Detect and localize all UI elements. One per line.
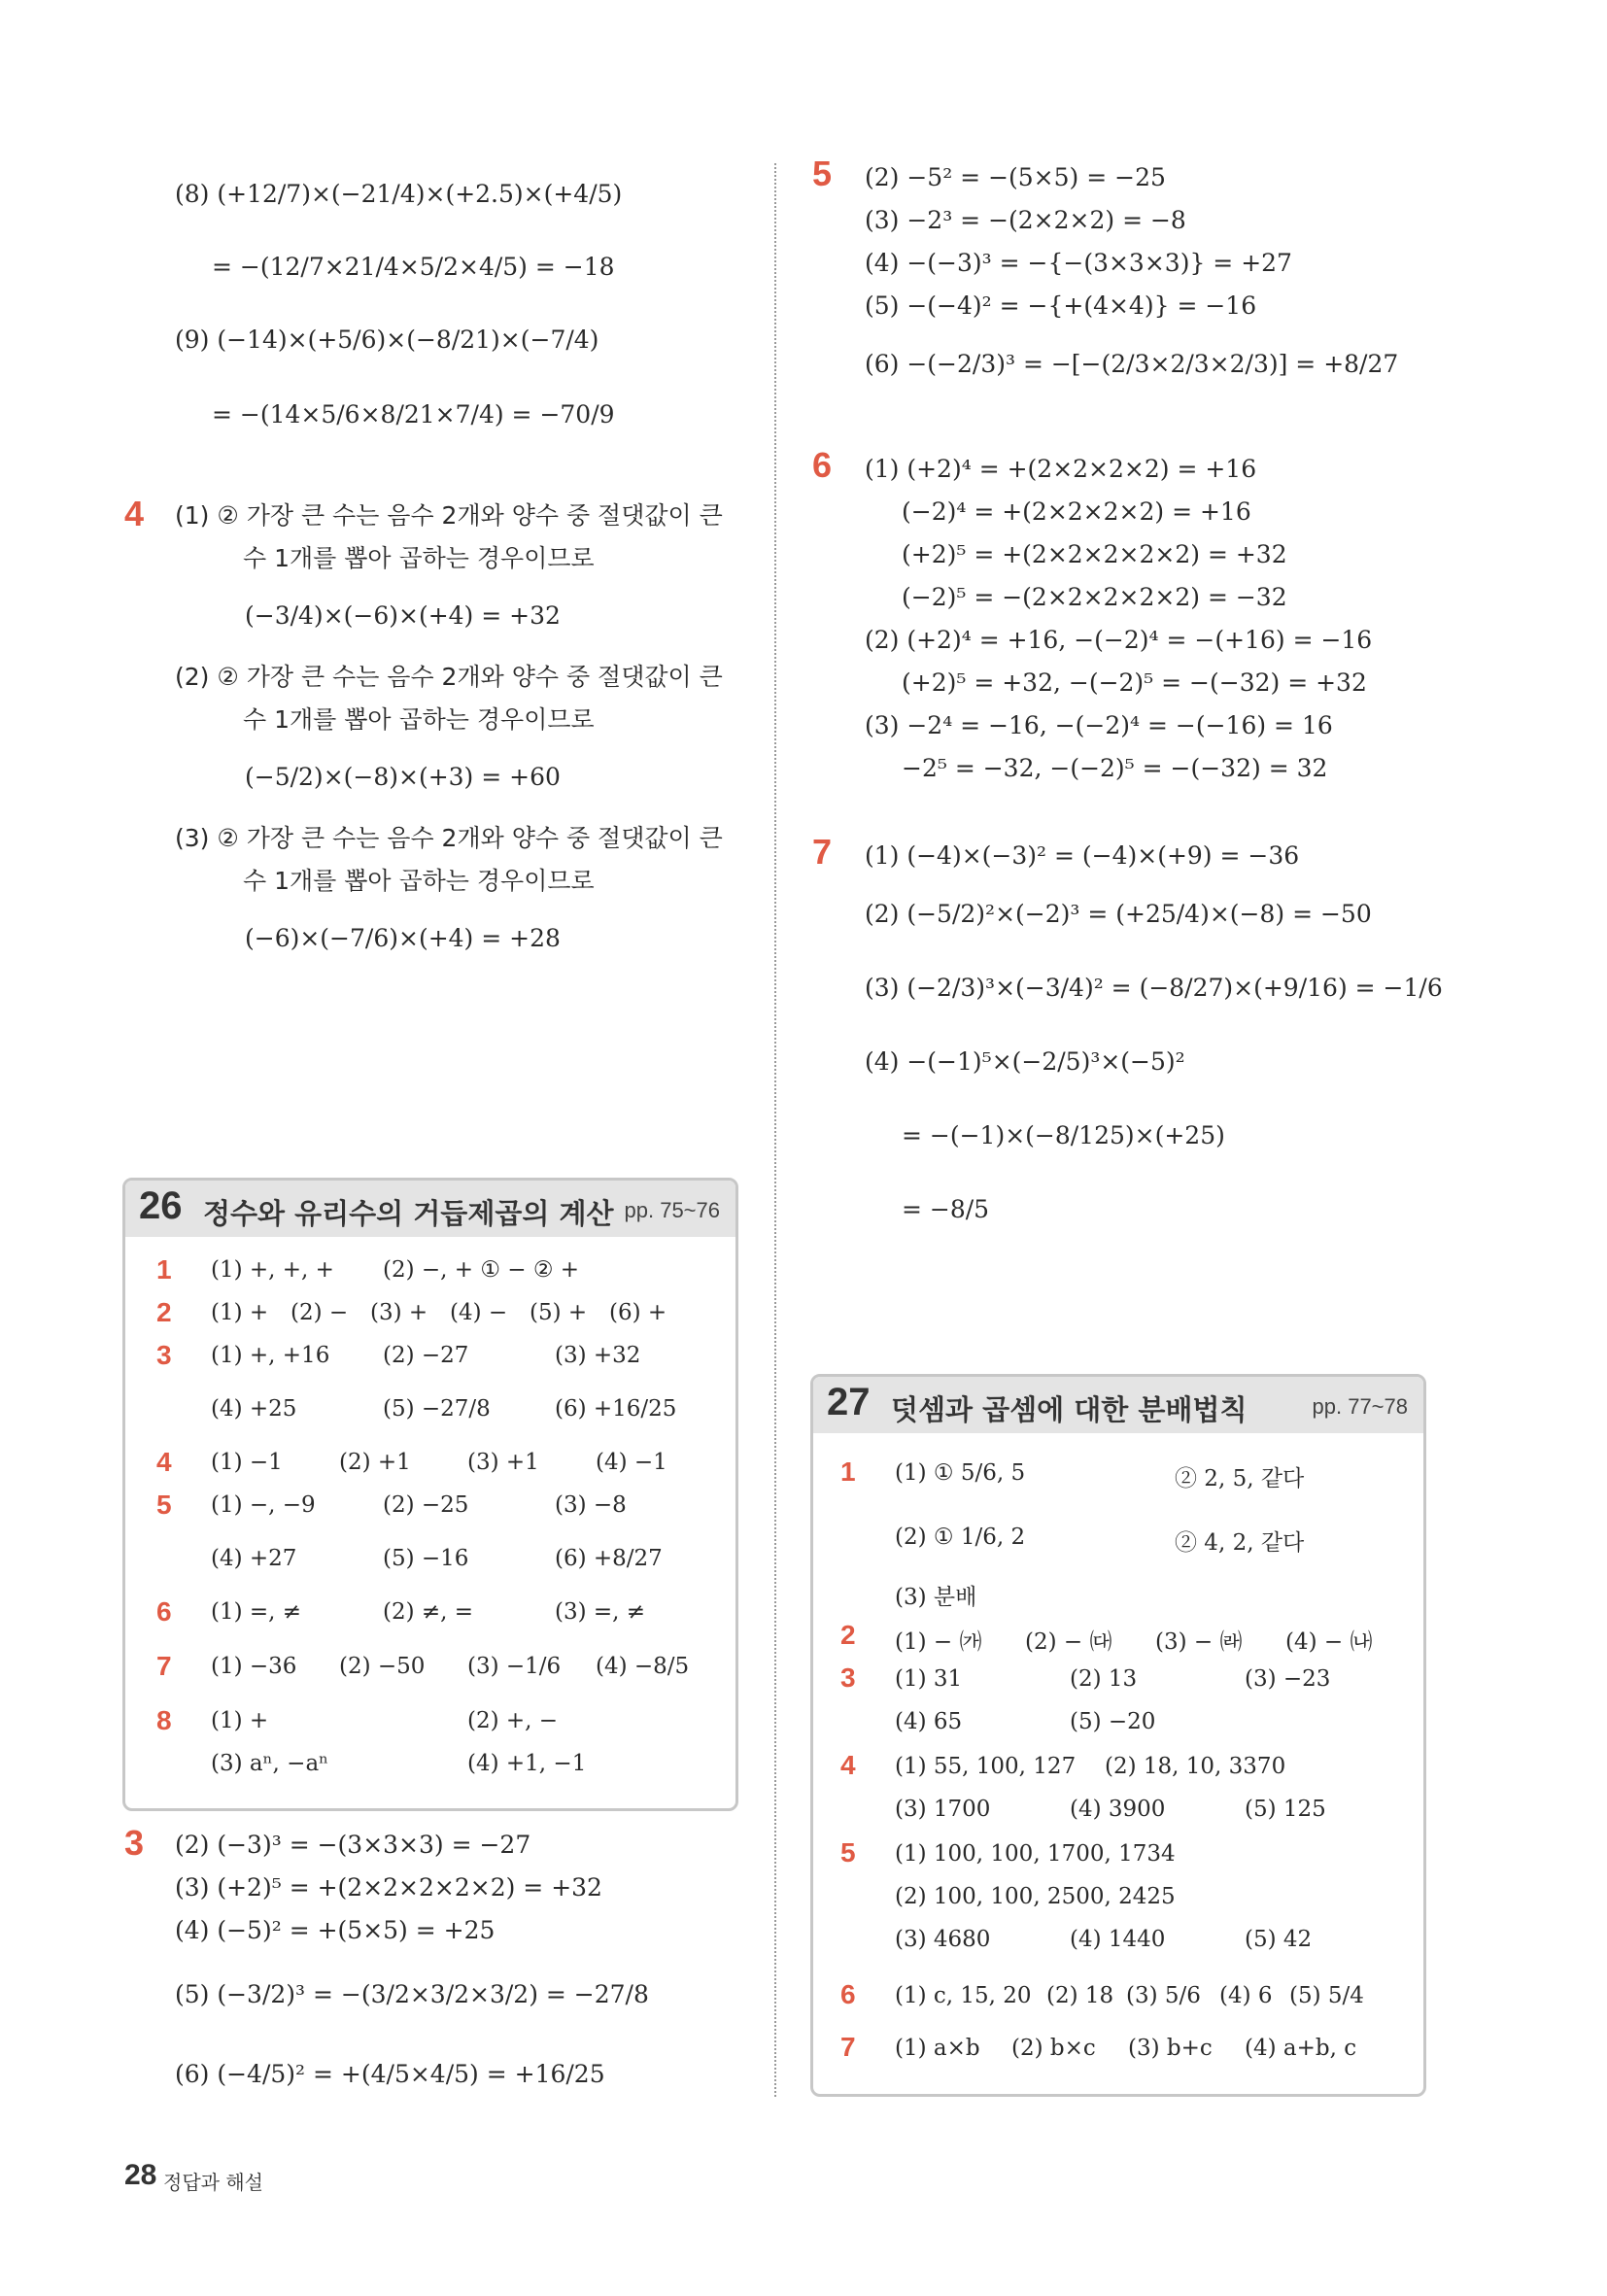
answer-item: (3) −1/6 [467, 1654, 562, 1679]
problem-number: 7 [812, 832, 833, 872]
column-divider [774, 163, 776, 2097]
answer-item: (3) − ㈑ [1155, 1629, 1243, 1655]
row-number: 5 [840, 1837, 856, 1868]
answer-item: (1) + [211, 1300, 269, 1325]
answer-line: (1) (−4)×(−3)² = (−4)×(+9) = −36 [865, 841, 1300, 870]
answer-line: (3) ② 가장 큰 수는 음수 2개와 양수 중 절댓값이 큰 [175, 824, 723, 852]
answer-item: (6) +16/25 [555, 1396, 677, 1422]
section-title: 정수와 유리수의 거듭제곱의 계산 [203, 1197, 614, 1230]
answer-item: (5) −20 [1070, 1709, 1156, 1734]
section-box-27 [810, 1374, 1426, 2097]
row-number: 5 [156, 1490, 172, 1520]
answer-item: (4) − ㈏ [1285, 1629, 1373, 1655]
answer-item: (5) −27/8 [383, 1396, 491, 1422]
answer-line: (6) (−4/5)² = +(4/5×4/5) = +16/25 [175, 2060, 605, 2088]
answer-item: (1) =, ≠ [211, 1599, 302, 1625]
answer-line: = −(−1)×(−8/125)×(+25) [902, 1121, 1225, 1149]
section-title: 덧셈과 곱셈에 대한 분배법칙 [891, 1393, 1248, 1426]
answer-item: (4) +25 [211, 1396, 297, 1422]
answer-item: (3) 1700 [895, 1797, 991, 1822]
answer-line: −2⁵ = −32, −(−2)⁵ = −(−32) = 32 [902, 754, 1328, 782]
answer-item: (5) 125 [1245, 1797, 1326, 1822]
section-number: 27 [827, 1381, 871, 1423]
answer-item: (1) c, 15, 20 [895, 1983, 1032, 2008]
answer-line: (+2)⁵ = +32, −(−2)⁵ = −(−32) = +32 [902, 668, 1367, 697]
answer-item: (1) +, +16 [211, 1343, 330, 1368]
answer-item: (1) −, −9 [211, 1492, 316, 1518]
answer-item: (4) a+b, c [1245, 2036, 1357, 2061]
answer-item: (3) b+c [1128, 2036, 1213, 2061]
row-number: 3 [156, 1340, 172, 1370]
row-number: 3 [840, 1662, 856, 1693]
row-number: 7 [156, 1651, 172, 1681]
answer-item: (1) −1 [211, 1450, 283, 1475]
answer-line: 수 1개를 뽑아 곱하는 경우이므로 [243, 544, 595, 572]
answer-item: (2) −, + ① − ② + [383, 1257, 580, 1283]
answer-item: (3) aⁿ, −aⁿ [211, 1751, 329, 1776]
answer-item: (2) −25 [383, 1492, 469, 1518]
problem-number: 4 [124, 494, 145, 533]
answer-item: (3) 5/6 [1126, 1983, 1201, 2008]
answer-item: (4) − [450, 1300, 508, 1325]
answer-item: (1) 31 [895, 1666, 963, 1692]
answer-item: (2) ① 1/6, 2 [895, 1525, 1026, 1550]
problem-number: 5 [812, 154, 833, 193]
row-number: 4 [840, 1750, 856, 1780]
answer-line: (2) (+2)⁴ = +16, −(−2)⁴ = −(+16) = −16 [865, 626, 1373, 654]
answer-item: (4) −1 [596, 1450, 667, 1475]
answer-line: (5) −(−4)² = −{+(4×4)} = −16 [865, 291, 1257, 320]
answer-item: (6) + [609, 1300, 667, 1325]
answer-line: (2) (−3)³ = −(3×3×3) = −27 [175, 1831, 531, 1859]
answer-item: (2) − [291, 1300, 349, 1325]
answer-item: (2) −27 [383, 1343, 469, 1368]
answer-line: (1) (+2)⁴ = +(2×2×2×2) = +16 [865, 455, 1257, 483]
answer-item: (2) −50 [339, 1654, 426, 1679]
answer-item: (2) ≠, = [383, 1599, 474, 1625]
answer-line: (4) −(−3)³ = −{−(3×3×3)} = +27 [865, 249, 1292, 277]
section-pages: pp. 77~78 [1312, 1394, 1408, 1419]
answer-item: (4) +27 [211, 1546, 297, 1571]
row-number: 1 [840, 1456, 856, 1487]
answer-item: (4) 1440 [1070, 1927, 1166, 1952]
answer-item: (1) −36 [211, 1654, 297, 1679]
answer-item: (1) + [211, 1708, 269, 1733]
section-header [813, 1377, 1423, 1433]
row-number: 6 [156, 1596, 172, 1627]
answer-item: (6) +8/27 [555, 1546, 663, 1571]
answer-item: ② 2, 5, 같다 [1175, 1466, 1305, 1491]
answer-item: (3) +1 [467, 1450, 539, 1475]
answer-line: (−6)×(−7/6)×(+4) = +28 [245, 924, 561, 952]
answer-item: (5) 5/4 [1289, 1983, 1364, 2008]
answer-item: (3) 4680 [895, 1927, 991, 1952]
answer-item: (2) b×c [1011, 2036, 1096, 2061]
answer-line: = −(14×5/6×8/21×7/4) = −70/9 [212, 400, 615, 428]
section-box-26 [122, 1178, 738, 1811]
answer-item: (1) 55, 100, 127 [895, 1754, 1077, 1779]
row-number: 4 [156, 1447, 172, 1477]
answer-item: (4) 6 [1219, 1983, 1273, 2008]
answer-item: (1) 100, 100, 1700, 1734 [895, 1841, 1176, 1867]
answer-line: (1) ② 가장 큰 수는 음수 2개와 양수 중 절댓값이 큰 [175, 501, 723, 530]
footer-label: 정답과 해설 [163, 2171, 263, 2194]
answer-item: (5) −16 [383, 1546, 469, 1571]
answer-line: (4) (−5)² = +(5×5) = +25 [175, 1916, 496, 1944]
answer-line: (8) (+12/7)×(−21/4)×(+2.5)×(+4/5) [175, 180, 623, 208]
answer-line: (3) (−2/3)³×(−3/4)² = (−8/27)×(+9/16) = −1/6 [865, 974, 1443, 1002]
problem-number: 6 [812, 445, 833, 485]
answer-item: (1) ① 5/6, 5 [895, 1460, 1026, 1486]
answer-line: (9) (−14)×(+5/6)×(−8/21)×(−7/4) [175, 326, 599, 354]
row-number: 1 [156, 1254, 172, 1285]
answer-item: (1) − ㈎ [895, 1629, 982, 1655]
answer-line: 수 1개를 뽑아 곱하는 경우이므로 [243, 705, 595, 734]
answer-item: (1) a×b [895, 2036, 980, 2061]
answer-line: (−3/4)×(−6)×(+4) = +32 [245, 601, 561, 630]
answer-item: (3) +32 [555, 1343, 641, 1368]
answer-line: = −8/5 [902, 1195, 990, 1223]
problem-number: 3 [124, 1823, 145, 1863]
answer-line: (−2)⁵ = −(2×2×2×2×2) = −32 [902, 583, 1287, 611]
answer-line: (6) −(−2/3)³ = −[−(2/3×2/3×2/3)] = +8/27 [865, 350, 1399, 378]
answer-item: ② 4, 2, 같다 [1175, 1530, 1305, 1556]
answer-item: (4) −8/5 [596, 1654, 690, 1679]
row-number: 8 [156, 1705, 172, 1735]
answer-line: (−2)⁴ = +(2×2×2×2) = +16 [902, 497, 1251, 526]
section-pages: pp. 75~76 [624, 1198, 720, 1222]
answer-item: (3) + [370, 1300, 428, 1325]
answer-item: (5) + [530, 1300, 588, 1325]
answer-item: (3) −23 [1245, 1666, 1331, 1692]
answer-item: (2) 18, 10, 3370 [1105, 1754, 1286, 1779]
answer-line: (3) −2⁴ = −16, −(−2)⁴ = −(−16) = 16 [865, 711, 1333, 739]
answer-line: (−5/2)×(−8)×(+3) = +60 [245, 763, 561, 791]
answer-item: (4) 65 [895, 1709, 963, 1734]
row-number: 2 [840, 1620, 856, 1650]
answer-line: (+2)⁵ = +(2×2×2×2×2) = +32 [902, 540, 1287, 568]
answer-item: (2) 18 [1046, 1983, 1114, 2008]
answer-item: (4) +1, −1 [467, 1751, 587, 1776]
row-number: 6 [840, 1979, 856, 2009]
page-number: 28 [124, 2159, 157, 2191]
answer-line: (5) (−3/2)³ = −(3/2×3/2×3/2) = −27/8 [175, 1980, 649, 2008]
answer-item: (2) − ㈐ [1025, 1629, 1112, 1655]
section-number: 26 [139, 1184, 183, 1227]
answer-line: 수 1개를 뽑아 곱하는 경우이므로 [243, 867, 595, 895]
answer-item: (1) +, +, + [211, 1257, 334, 1283]
row-number: 2 [156, 1297, 172, 1327]
answer-item: (3) −8 [555, 1492, 627, 1518]
answer-line: (3) −2³ = −(2×2×2) = −8 [865, 206, 1186, 234]
answer-line: (3) (+2)⁵ = +(2×2×2×2×2) = +32 [175, 1873, 602, 1902]
answer-line: = −(12/7×21/4×5/2×4/5) = −18 [212, 253, 615, 281]
answer-item: (3) 분배 [895, 1585, 977, 1610]
answer-item: (4) 3900 [1070, 1797, 1166, 1822]
row-number: 7 [840, 2032, 856, 2062]
answer-item: (2) +, − [467, 1708, 559, 1733]
answer-item: (2) 13 [1070, 1666, 1138, 1692]
section-header [125, 1181, 735, 1237]
answer-item: (5) 42 [1245, 1927, 1313, 1952]
answer-item: (2) +1 [339, 1450, 411, 1475]
answer-line: (2) −5² = −(5×5) = −25 [865, 163, 1166, 191]
answer-line: (2) (−5/2)²×(−2)³ = (+25/4)×(−8) = −50 [865, 900, 1372, 928]
answer-item: (3) =, ≠ [555, 1599, 646, 1625]
answer-line: (4) −(−1)⁵×(−2/5)³×(−5)² [865, 1047, 1185, 1076]
answer-line: (2) ② 가장 큰 수는 음수 2개와 양수 중 절댓값이 큰 [175, 663, 723, 691]
answer-item: (2) 100, 100, 2500, 2425 [895, 1884, 1176, 1909]
